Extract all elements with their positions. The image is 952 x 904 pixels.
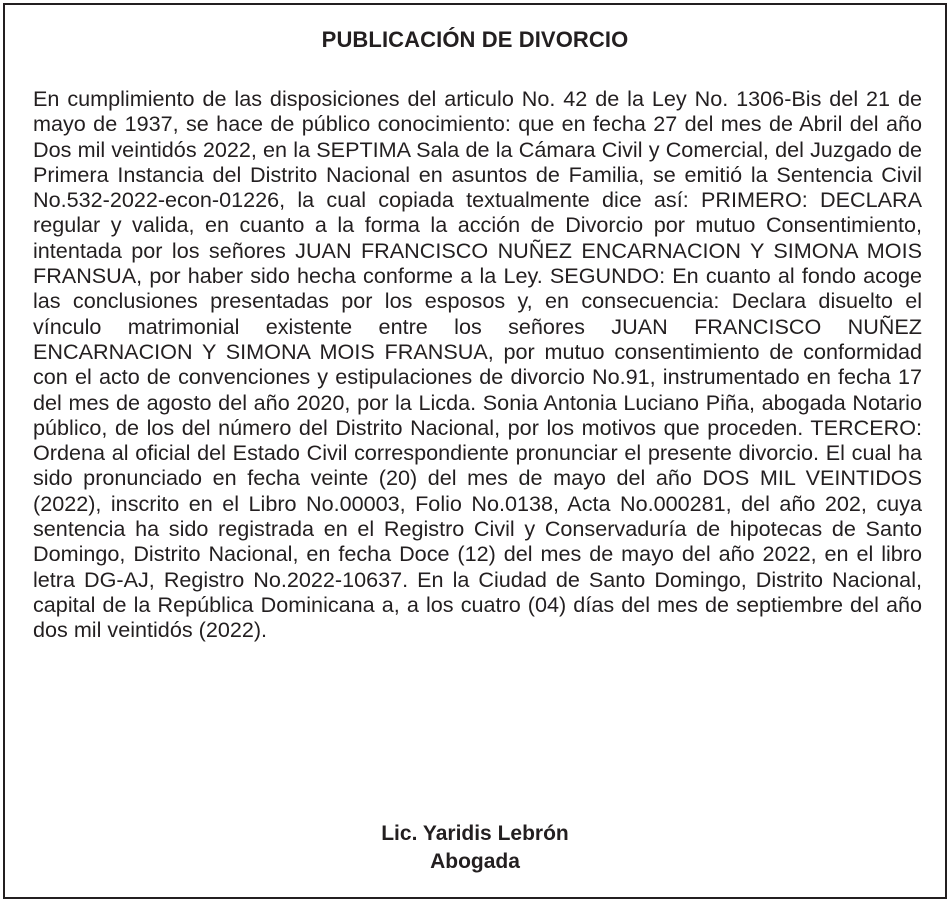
notice-body: En cumplimiento de las disposiciones del articulo No. 42 de la Ley No. 1306-Bis del 21 de mayo de 1937, se hace de público conocimiento: que en fecha 27 del mes de Abril del año Dos mil veintidós 2022, en la SEPTIMA Sala de la Cámara Civil y Comercial, del Juzgado de Primera Instancia del Distrito Nacional en asuntos de Familia, se emitió la Sentencia Civil No.532-2022-econ-01226, la cual copiada textualmente dice así: PRIMERO: DECLARA regular y valida, en cuanto a la forma la acción de Divorcio por mutuo Consentimiento, intentada por los señores JUAN FRANCISCO NUÑEZ ENCARNACION Y SIMONA MOIS FRANSUA, por haber sido hecha conforme a la Ley. SEGUNDO: En cuanto al fondo acoge las conclusiones presentadas por los esposos y, en consecuencia: Declara disuelto el vínculo matrimonial existente entre los señores JUAN FRANCISCO NUÑEZ ENCARNACION Y SIMONA MOIS FRANSUA, por mutuo consentimiento de conformidad con el acto de convenciones y estipulaciones de divorcio No.91, instrumentado en fecha 17 del mes de agosto del año 2020, por la Licda. Sonia Antonia Luciano Piña, abogada Notario público, de los del número del Distrito Nacional, por los motivos que proceden. TERCERO: Ordena al oficial del Estado Civil correspondiente pronunciar el presente divorcio. El cual ha sido pronunciado en fecha veinte (20) del mes de mayo del año DOS MIL VEINTIDOS (2022), inscrito en el Libro No.00003, Folio No.0138, Acta No.000281, del año 202, cuya sentencia ha sido registrada en el Registro Civil y Conservaduría de hipotecas de Santo Domingo, Distrito Nacional, en fecha Doce (12) del mes de mayo del año 2022, en el libro letra DG-AJ, Registro No.2022-10637. En la Ciudad de Santo Domingo, Distrito Nacional, capital de la República Dominicana a, a los cuatro (04) días del mes de septiembre del año dos mil veintidós (2022). <box>33 86 922 643</box>
notice-frame <box>3 3 947 899</box>
signature-block <box>5 820 945 876</box>
notice-title: PUBLICACIÓN DE DIVORCIO <box>321 27 629 52</box>
signature-name: Lic. Yaridis Lebrón <box>381 822 569 845</box>
signature-role: Abogada <box>430 850 520 873</box>
